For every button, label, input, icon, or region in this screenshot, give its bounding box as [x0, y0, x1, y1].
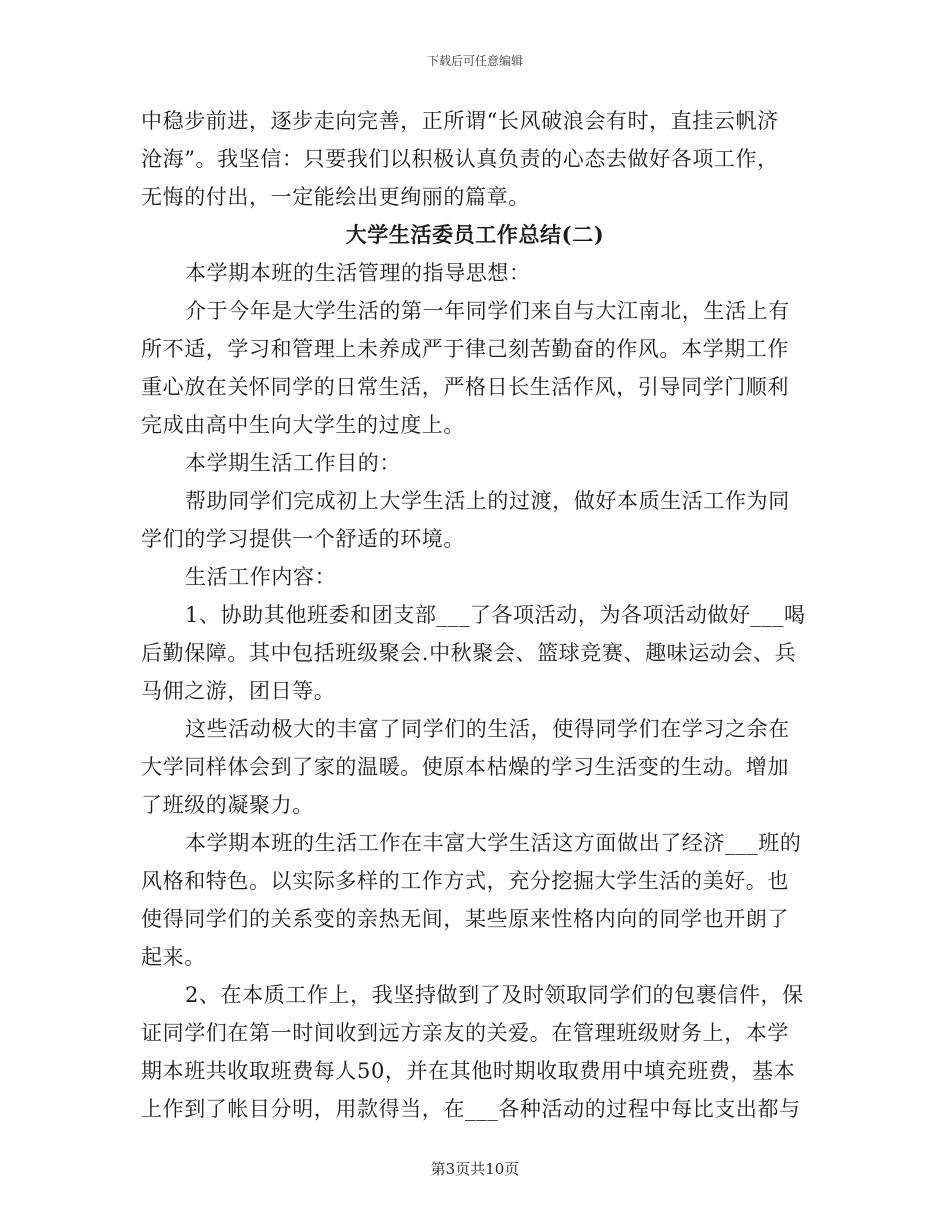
text-line: 2、在本质工作上，我坚持做到了及时领取同学们的包裹信件，保	[185, 983, 804, 1007]
text-line: 无悔的付出，一定能绘出更绚丽的篇章。	[141, 185, 530, 209]
text-line: 重心放在关怀同学的日常生活，严格日长生活作风，引导同学门顺利	[141, 375, 789, 399]
text-line: 了班级的凝聚力。	[141, 793, 314, 817]
document-body	[141, 102, 809, 1128]
text-line: 本学期本班的生活管理的指导思想：	[185, 261, 531, 285]
text-line: 风格和特色。以实际多样的工作方式，充分挖掘大学生活的美好。也	[141, 869, 789, 893]
text-line: 本学期生活工作目的：	[185, 451, 401, 475]
text-line: 完成由高中生向大学生的过度上。	[141, 413, 465, 437]
text-line: 上作到了帐目分明，用款得当，在___各种活动的过程中每比支出都与	[141, 1097, 801, 1121]
text-line: 介于今年是大学生活的第一年同学们来自与大江南北，生活上有	[185, 299, 790, 323]
text-line: 证同学们在第一时间收到远方亲友的关爱。在管理班级财务上，本学	[141, 1021, 789, 1045]
text-line: 马佣之游，团日等。	[141, 679, 336, 703]
text-line: 生活工作内容：	[185, 565, 337, 589]
text-line: 1、协助其他班委和团支部___了各项活动，为各项活动做好___喝	[185, 603, 806, 627]
text-line: 学们的学习提供一个舒适的环境。	[141, 527, 465, 551]
section-title: 大学生活委员工作总结(二)	[345, 222, 605, 247]
text-line: 这些活动极大的丰富了同学们的生活，使得同学们在学习之余在	[185, 717, 790, 741]
text-line: 帮助同学们完成初上大学生活上的过渡，做好本质生活工作为同	[185, 489, 790, 513]
text-line: 沧海”。我坚信：只要我们以积极认真负责的心态去做好各项工作，	[141, 147, 779, 171]
text-line: 本学期本班的生活工作在丰富大学生活这方面做出了经济___班的	[185, 831, 802, 855]
text-line: 使得同学们的关系变的亲热无间，某些原来性格内向的同学也开朗了	[141, 907, 789, 931]
text-line: 起来。	[141, 945, 206, 969]
page-footer: 第3页共10页	[430, 1160, 520, 1178]
page-header: 下载后可任意编辑	[426, 54, 523, 68]
text-line: 后勤保障。其中包括班级聚会.中秋聚会、篮球竞赛、趣味运动会、兵	[141, 641, 797, 665]
text-line: 中稳步前进，逐步走向完善，正所谓“长风破浪会有时，直挂云帆济	[141, 109, 779, 133]
text-line: 大学同样体会到了家的温暖。使原本枯燥的学习生活变的生动。增加	[141, 755, 789, 779]
text-line: 期本班共收取班费每人50，并在其他时期收取费用中填充班费，基本	[141, 1059, 796, 1083]
text-line: 所不适，学习和管理上未养成严于律己刻苦勤奋的作风。本学期工作	[141, 337, 789, 361]
